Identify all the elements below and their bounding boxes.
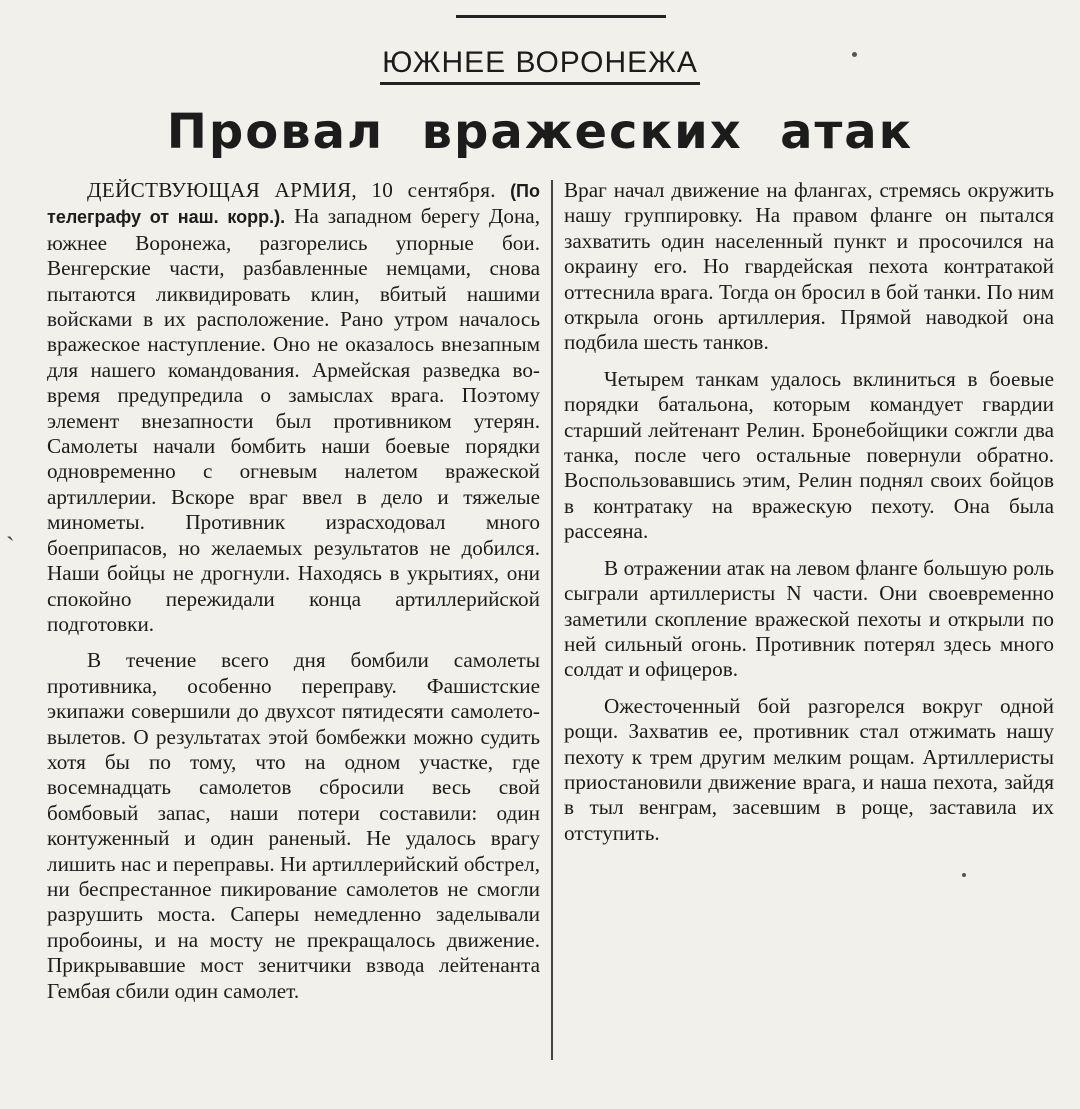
credit-line: (По телеграфу от наш. корр.).: [47, 181, 540, 228]
column-right: [564, 178, 1054, 1079]
paragraph-4: Четырем танкам удалось вклиниться в боевые порядки батальона, которым командует гвардии старший лейтенант Релин. Бронебойщики сожгли два танка, после чего остальные повернули обратно. Воспользовавшись этим, Релин поднял своих бойцов в контратаку на вражескую пехоту. Она была рассеяна.: [564, 366, 1054, 544]
headline: Провал вражеских атак: [166, 104, 914, 160]
column-divider: [551, 180, 553, 1060]
rubric-text: ЮЖНЕЕ ВОРОНЕЖА: [380, 46, 700, 85]
paragraph-2: В течение всего дня бомбили самолеты противника, особенно переправу. Фашистские экипажи совершили до двухсот пятидесяти самолето-вылетов. О результатах этой бомбежки можно судить хотя бы по тому, что на одном участке, где восемнадцать самолетов сбросили весь свой бомбовый запас, наши потери составили: один контуженный и один раненый. Не удалось врагу лишить нас и переправы. Ни артиллерийский обстрел, ни беспрестанное пикирование самолетов не смогли разрушить моста. Саперы немедленно заделывали пробоины, и на мосту не прекращалось движение. Прикрывавшие мост зенитчики взвода лейтенанта Гембая сбили один самолет.: [47, 648, 540, 1003]
print-speck: [962, 873, 966, 877]
top-rule: [456, 15, 666, 18]
paragraph-6: Ожесточенный бой разгорелся вокруг одной рощи. Захватив ее, противник стал отжимать нашу пехоту к трем другим мелким рощам. Артиллеристы приостановили движение врага, и наша пехота, зайдя в тыл венграм, засевшим в роще, заставила их отступить.: [564, 693, 1054, 845]
margin-mark: ˎ: [6, 512, 15, 541]
paragraph-1: [47, 178, 540, 637]
dateline: ДЕЙСТВУЮЩАЯ АРМИЯ, 10 сентября.: [87, 178, 496, 202]
print-speck: [852, 52, 857, 57]
paragraph-5: В отражении атак на левом фланге большую роль сыграли артиллеристы N части. Они своевременно заметили скопление вражеской пехоты и открыли по ней сильный огонь. Противник потерял здесь много солдат и офицеров.: [564, 555, 1054, 682]
column-left: [47, 178, 540, 1079]
paragraph-3: Враг начал движение на флангах, стремясь окружить нашу группировку. На правом фланге он пытался захватить один населенный пункт и просочился на окраину его. Но гвардейская пехота контратакой оттеснила врага. Тогда он бросил в бой танки. По ним открыла огонь артиллерия. Прямой наводкой она подбила шесть танков.: [564, 178, 1054, 355]
rubric: [0, 46, 1080, 85]
paragraph-1-text: На западном берегу Дона, южнее Воронежа, разгорелись упорные бои. Венгерские части, разбавленные немцами, снова пытаются ликвидировать клин, вбитый нашими войсками в их расположение. Рано утром началось вражеское наступление. Оно не оказалось внезапным для нашего командования. Армейская разведка во-время предупредила о замыслах врага. Поэтому элемент внезапности был противником утерян. Самолеты начали бомбить наши боевые порядки одновременно с огневым налетом вражеской артиллерии. Вскоре враг ввел в дело и тяжелые минометы. Противник израсходовал много боеприпасов, но желаемых результатов не добился. Наши бойцы не дрогнули. Находясь в укрытиях, они спокойно пережидали конца артиллерийской подготовки.: [47, 204, 540, 636]
